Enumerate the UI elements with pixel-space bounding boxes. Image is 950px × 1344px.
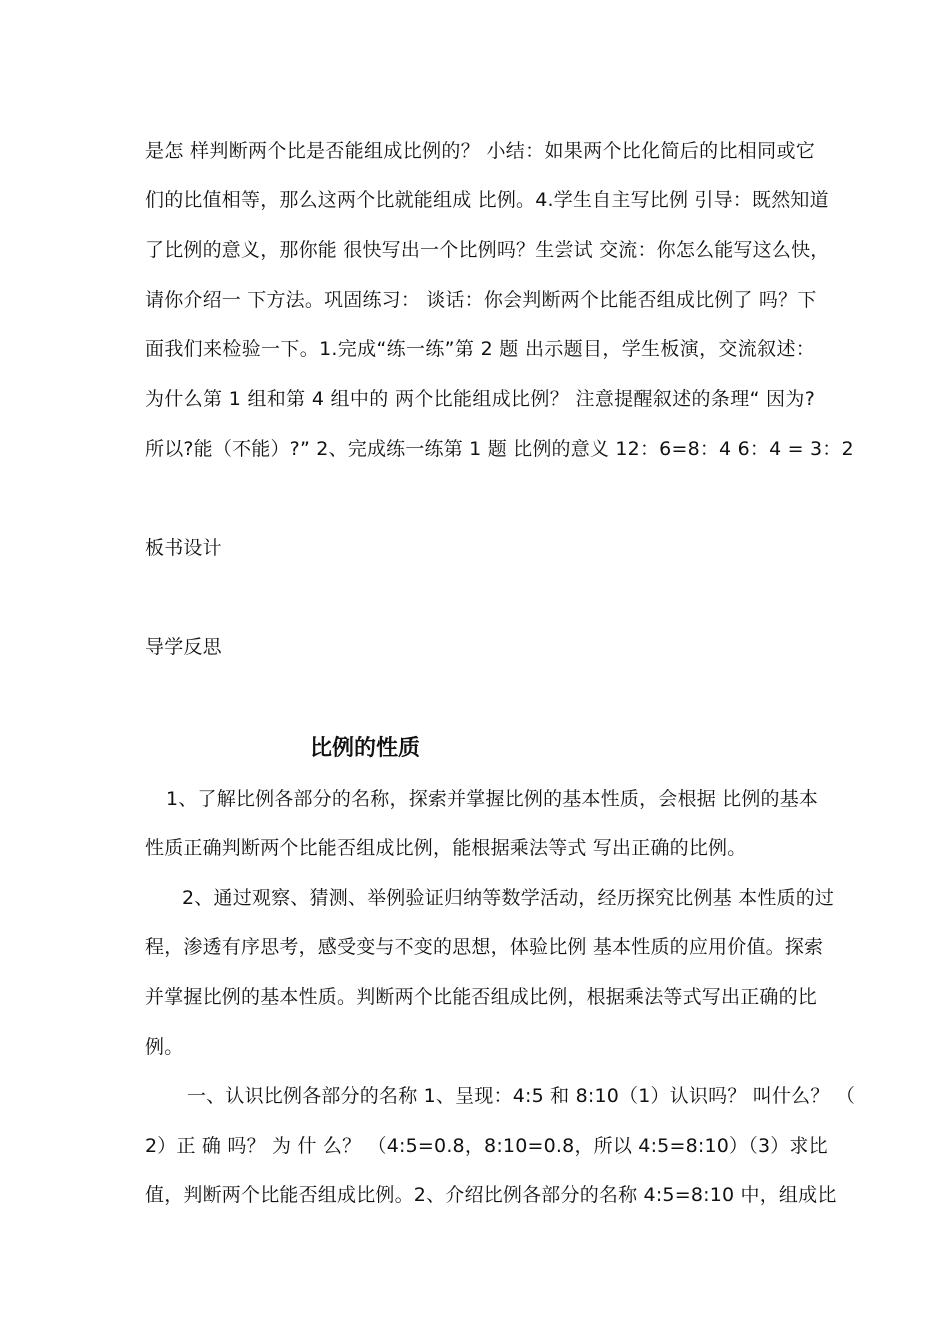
reflection-label: 导学反思 (145, 636, 222, 658)
goal-2-line: 例。 (145, 1036, 184, 1058)
step-1-line: 值，判断两个比能否组成比例。2、介绍比例各部分的名称 4:5=8:10 中，组成比 (145, 1184, 837, 1206)
section-title: 比例的性质 (310, 736, 421, 761)
paragraph-line: 是怎 样判断两个比是否能组成比例的？ 小结：如果两个比化简后的比相同或它 (145, 140, 815, 162)
paragraph-line: 所以?能（不能）?” 2、完成练一练第 1 题 比例的意义 12：6=8：4 6：4 = 3：2 (145, 438, 854, 460)
paragraph-line: 请你介绍一 下方法。巩固练习： 谈话：你会判断两个比能否组成比例了 吗？下 (145, 289, 817, 311)
goal-1-line: 1、了解比例各部分的名称，探索并掌握比例的基本性质，会根据 比例的基本 (166, 788, 819, 810)
goal-2-line: 2、通过观察、猜测、举例验证归纳等数学活动，经历探究比例基 本性质的过 (182, 887, 835, 909)
goal-2-line: 并掌握比例的基本性质。判断两个比能否组成比例，根据乘法等式写出正确的比 (145, 986, 818, 1008)
paragraph-line: 了比例的意义，那你能 很快写出一个比例吗？生尝试 交流：你怎么能写这么快， (145, 239, 830, 261)
paragraph-line: 们的比值相等，那么这两个比就能组成 比例。4.学生自主写比例 引导：既然知道 (145, 189, 829, 211)
paragraph-line: 为什么第 1 组和第 4 组中的 两个比能组成比例？ 注意提醒叙述的条理“ 因为? (145, 388, 815, 410)
goal-1-line: 性质正确判断两个比能否组成比例，能根据乘法等式 写出正确的比例。 (145, 837, 747, 859)
paragraph-line: 面我们来检验一下。1.完成“练一练”第 2 题 出示题目，学生板演，交流叙述： (145, 338, 815, 360)
step-1-line: 2）正 确 吗？ 为 什 么？ （4:5=0.8，8:10=0.8，所以 4:5=8:10）（3）求比 (145, 1135, 828, 1157)
board-design-label: 板书设计 (145, 537, 222, 559)
step-1-line: 一、认识比例各部分的名称 1、呈现：4:5 和 8:10（1）认识吗？ 叫什么？ （ (187, 1085, 856, 1107)
goal-2-line: 程，渗透有序思考，感受变与不变的思想，体验比例 基本性质的应用价值。探索 (145, 936, 824, 958)
